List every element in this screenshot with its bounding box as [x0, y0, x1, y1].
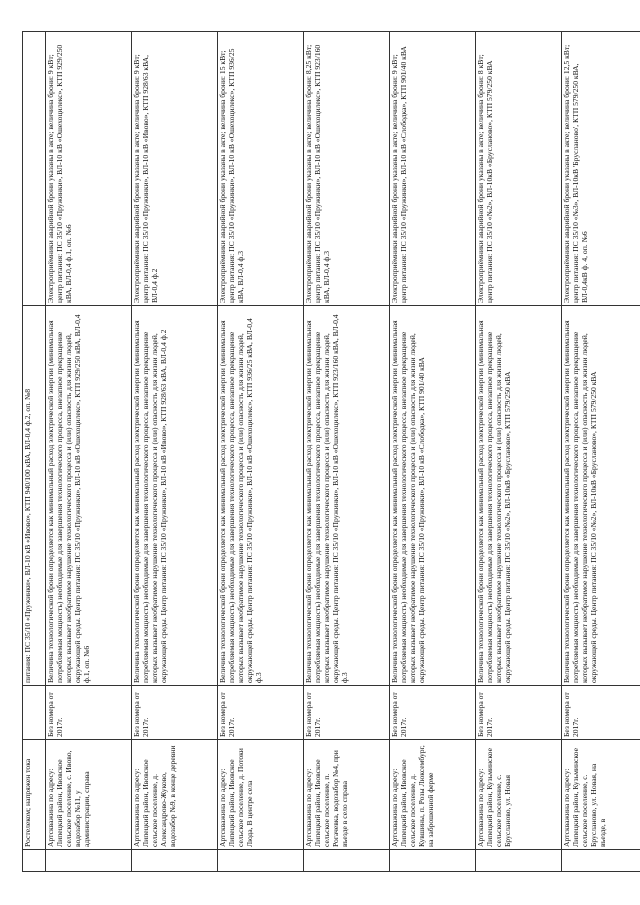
- row-number-cell: [304, 850, 390, 872]
- row-number-cell: [562, 850, 640, 872]
- object-cell: Артскважина по адресу: Липецкий район, Ивовское сельское поселение, с. Ивово, водозабор №11, у администрации, справа: [46, 740, 132, 850]
- table-row: [46, 32, 132, 872]
- project-cell: Без номера от 2017г.: [132, 686, 218, 740]
- emergency-reservation-cell: Электроприёмники аварийной брони указаны в акте; величина брони: 9 кВт; центр питания: ПС 35/10 «Пружинки», ВЛ-10 кВ «Слободка», КТП 901/40 кВА: [390, 32, 476, 306]
- rotated-page: [22, 32, 618, 872]
- emergency-reservation-cell: Электроприёмники аварийной брони указаны в акте; величина брони: 8,25 кВт; центр питания: ПС 35/10 «Пружинки», ВЛ-10 кВ «Ошехоцилекс», КТП 923/160 кВА, ВЛ-0,4 ф.3: [304, 32, 390, 306]
- emergency-reservation-cell: Электроприёмники аварийной брони указаны в акте; величина брони: 8 кВт; центр питания: ПС 35/10 «№2», ВЛ-10кВ «Брусланово», КТП 579/250 кВА: [476, 32, 562, 306]
- technological-reservation-cell: Величина технологической брони определяется как минимальный расход электрической энергии (минимальная потребляемая мощность) необходимые для завершения технологического процесса, внезапное прекращение которых вызывает необратимое нарушение технологического процесса и (или) опасность для жизни людей, окружающей среды. Центр питания: ПС 35/10 «Пружинки», ВЛ-10 кВ «Ивово», КТП 928/63 кВА, ВЛ-0,4 ф.2: [132, 306, 218, 686]
- project-cell: Без номера от 2017г.: [218, 686, 304, 740]
- emergency-reservation-cell: Электроприёмники аварийной брони указаны в акте; величина брони: 9 кВт; центр питания: ПС 35/10 «Пружинки», ВЛ-10 кВ «Ошехоцилекс», КТП 929/250 кВА, ВЛ-0,4 ф.1, оп. №6: [46, 32, 132, 306]
- table-row: [218, 32, 304, 872]
- table-row: [476, 32, 562, 872]
- object-cell: Артскважина по адресу: Липецкий район, Ивовское сельское поселение, д. Александрово-Жуково, водозабор №9, в конце деревни: [132, 740, 218, 850]
- project-cell: Без номера от 2017г.: [304, 686, 390, 740]
- row-number-cell: [218, 850, 304, 872]
- technological-reservation-cell: Величина технологической брони определяется как минимальный расход электрической энергии (минимальная потребляемая мощность) необходимые для завершения технологического процесса, внезапное прекращение которых вызывает необратимое нарушение технологического процесса и (или) опасность для жизни людей, окружающей среды. Центр питания: ПС 35/10 «№2», ВЛ-10кВ «Брусланово», КТП 579/250 кВА: [562, 306, 640, 686]
- object-cell: Артскважина по адресу: Липецкий район, Ивовское сельское поселение, д. Потоки Люда, В центре села: [218, 740, 304, 850]
- technological-reservation-cell: питания: ПС 35/10 «Пружинки», ВЛ-10 кВ «Ивово», КТП 940/100 кВА, ВЛ-0,4 ф.2, оп. №8: [23, 306, 46, 686]
- emergency-reservation-cell: Электроприёмники аварийной брони указаны в акте; величина брони: 12,5 кВт; центр питания: ПС 35/10 «№3», ВЛ-10кВ 'Брусланово', КТП 579/250 кВА, ВЛ-0,4кВ ф. 4, оп. №6: [562, 32, 640, 306]
- technological-reservation-cell: Величина технологической брони определяется как минимальный расход электрической энергии (минимальная потребляемая мощность) необходимые для завершения технологического процесса, внезапное прекращение которых вызывает необратимое нарушение технологического процесса и (или) опасность для жизни людей, окружающей среды. Центр питания: ПС 35/10 «Пружинки», ВЛ-10 кВ «Ошехоцилекс», КТП 936/25 кВА, ВЛ-0,4 ф.3: [218, 306, 304, 686]
- object-cell: Артскважина по адресу: Липецкий район, Кузьминское сельское поселение, с. Брусланово, ул. Новая: [476, 740, 562, 850]
- table-row: [304, 32, 390, 872]
- object-cell: Артскважина по адресу: Липецкий район, Ивовское сельское поселение, п. Рогачевка, водозабор №4, при въезде в село справа: [304, 740, 390, 850]
- object-cell: Артскважина по адресу: Липецкий район, Кузьминское сельское поселение, с. Брусланово, ул. Новая, на въезде, в: [562, 740, 640, 850]
- project-cell: Без номера от 2017г.: [562, 686, 640, 740]
- project-cell: Без номера от 2017г.: [476, 686, 562, 740]
- row-number-cell: [476, 850, 562, 872]
- object-cell: Артскважина по адресу: Липецкий район, Ивовское сельское поселение, д. Кувшины, п. Розы Люксембург, на заброшенной ферме: [390, 740, 476, 850]
- technological-reservation-cell: Величина технологической брони определяется как минимальный расход электрической энергии (минимальная потребляемая мощность) необходимые для завершения технологического процесса, внезапное прекращение которых вызывает необратимое нарушение технологического процесса и (или) опасность для жизни людей, окружающей среды. Центр питания: ПС 35/10 «Пружинки», ВЛ-10 кВ «Слободка», КТП 901/40 кВА: [390, 306, 476, 686]
- table-row: [23, 32, 46, 872]
- row-number-cell: [132, 850, 218, 872]
- table-row: [390, 32, 476, 872]
- row-number-cell: [390, 850, 476, 872]
- emergency-reservation-cell: [23, 32, 46, 306]
- object-cell: Ростелеком; напряжен тока: [23, 740, 46, 850]
- row-number-cell: [23, 850, 46, 872]
- project-cell: Без номера от 2017г.: [390, 686, 476, 740]
- emergency-reservation-cell: Электроприёмники аварийной брони указаны в акте; величина брони: 9 кВт; центр питания: ПС 35/10 «Пружинки», ВЛ-10 кВ «Ивово», КТП 928/63 кВА, ВЛ-0,4 ф.2: [132, 32, 218, 306]
- project-cell: Без номера от 2017г.: [46, 686, 132, 740]
- row-number-cell: [46, 850, 132, 872]
- technological-reservation-cell: Величина технологической брони определяется как минимальный расход электрической энергии (минимальная потребляемая мощность) необходимые для завершения технологического процесса, внезапное прекращение которых вызывает необратимое нарушение технологического процесса и (или) опасность для жизни людей, окружающей среды. Центр питания: ПС 35/10 «Пружинки», ВЛ-10 кВ «Ошехоцилекс», КТП 923/160 кВА, ВЛ-0,4 ф.3: [304, 306, 390, 686]
- project-cell: [23, 686, 46, 740]
- technological-reservation-cell: Величина технологической брони определяется как минимальный расход электрической энергии (минимальная потребляемая мощность) необходимые для завершения технологического процесса, внезапное прекращение которых вызывает необратимое нарушение технологического процесса и (или) опасность для жизни людей, окружающей среды. Центр питания: ПС 35/10 «Пружинки», ВЛ-10 кВ «Ошехоцилекс», КТП 929/250 кВА, ВЛ-0,4 ф.1, оп. №6: [46, 306, 132, 686]
- reservation-table: [22, 31, 640, 872]
- table-row: [132, 32, 218, 872]
- technological-reservation-cell: Величина технологической брони определяется как минимальный расход электрической энергии (минимальная потребляемая мощность) необходимые для завершения технологического процесса, внезапное прекращение которых вызывает необратимое нарушение технологического процесса и (или) опасность для жизни людей, окружающей среды. Центр питания: ПС 35/10 «№2», ВЛ-10кВ «Брусланово», КТП 579/250 кВА: [476, 306, 562, 686]
- table-row: [562, 32, 640, 872]
- emergency-reservation-cell: Электроприёмники аварийной брони указаны в акте; величина брони: 15 кВт; центр питания: ПС 35/10 «Пружинки», ВЛ-10 кВ «Ошехоцилекс», КТП 936/25 кВА, ВЛ-0,4 ф.3: [218, 32, 304, 306]
